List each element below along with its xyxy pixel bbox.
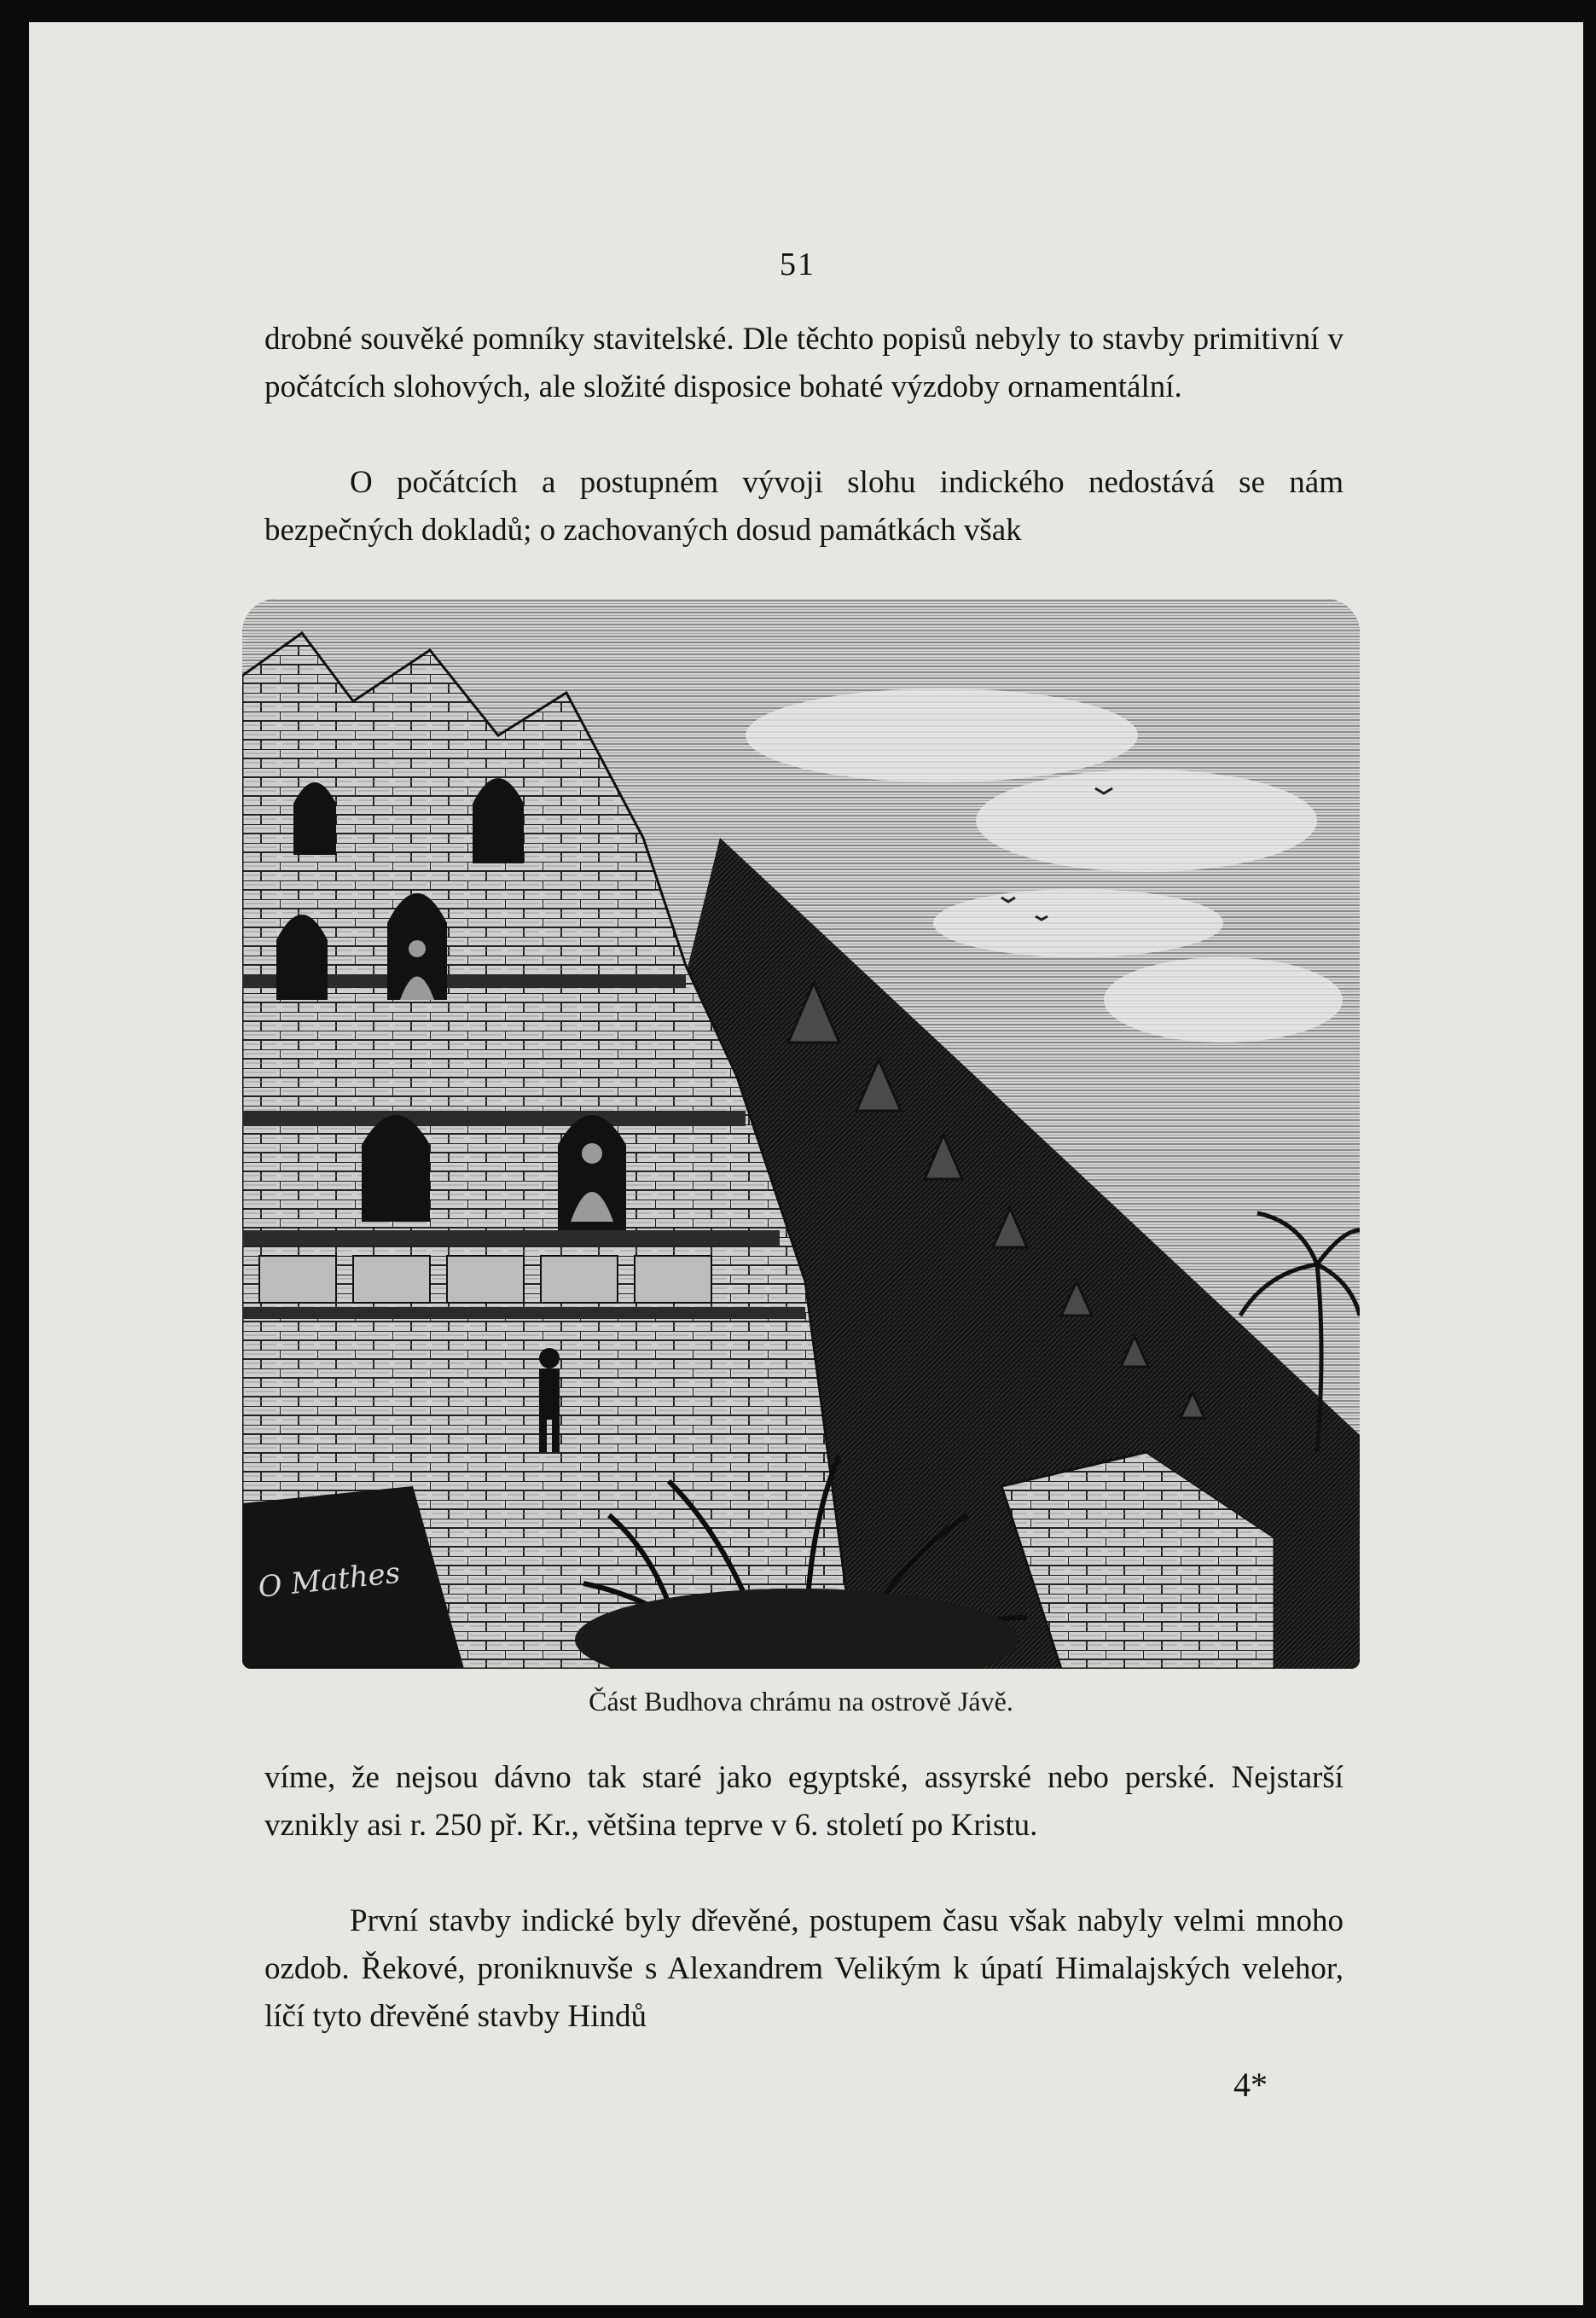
book-page xyxy=(29,22,1583,2305)
relief-panels xyxy=(259,1256,711,1303)
figure-caption: Část Budhova chrámu na ostrově Jávě. xyxy=(589,1686,1013,1717)
paragraph-4: První stavby indické byly dřevěné, postupem času však nabyly velmi mnoho ozdob. Řekové, proniknuvše s Alexandrem Velikým k úpatí Himalajských velehor, líčí tyto dřevěné stavby Hindů xyxy=(264,1903,1344,2034)
engraver-signature: O Mathes xyxy=(256,1555,402,1605)
temple-illustration xyxy=(242,599,1360,1669)
page-number: 51 xyxy=(780,247,815,282)
paragraph-1: drobné souvěké pomníky stavitelské. Dle těchto popisů nebyly to stavby primitivní v počátcích slohových, ale složité disposice bohaté výzdoby ornamentální. xyxy=(264,322,1344,404)
paragraph-3: víme, že nejsou dávno tak staré jako egyptské, assyrské nebo perské. Nejstarší vznikly asi r. 250 př. Kr., většina teprve v 6. století po Kristu. xyxy=(264,1760,1344,1843)
signature-mark: 4* xyxy=(1233,2065,1268,2104)
paragraph-2: O počátcích a postupném vývoji slohu indického nedostává se nám bezpečných dokladů; o zachovaných dosud památkách však xyxy=(264,465,1344,548)
